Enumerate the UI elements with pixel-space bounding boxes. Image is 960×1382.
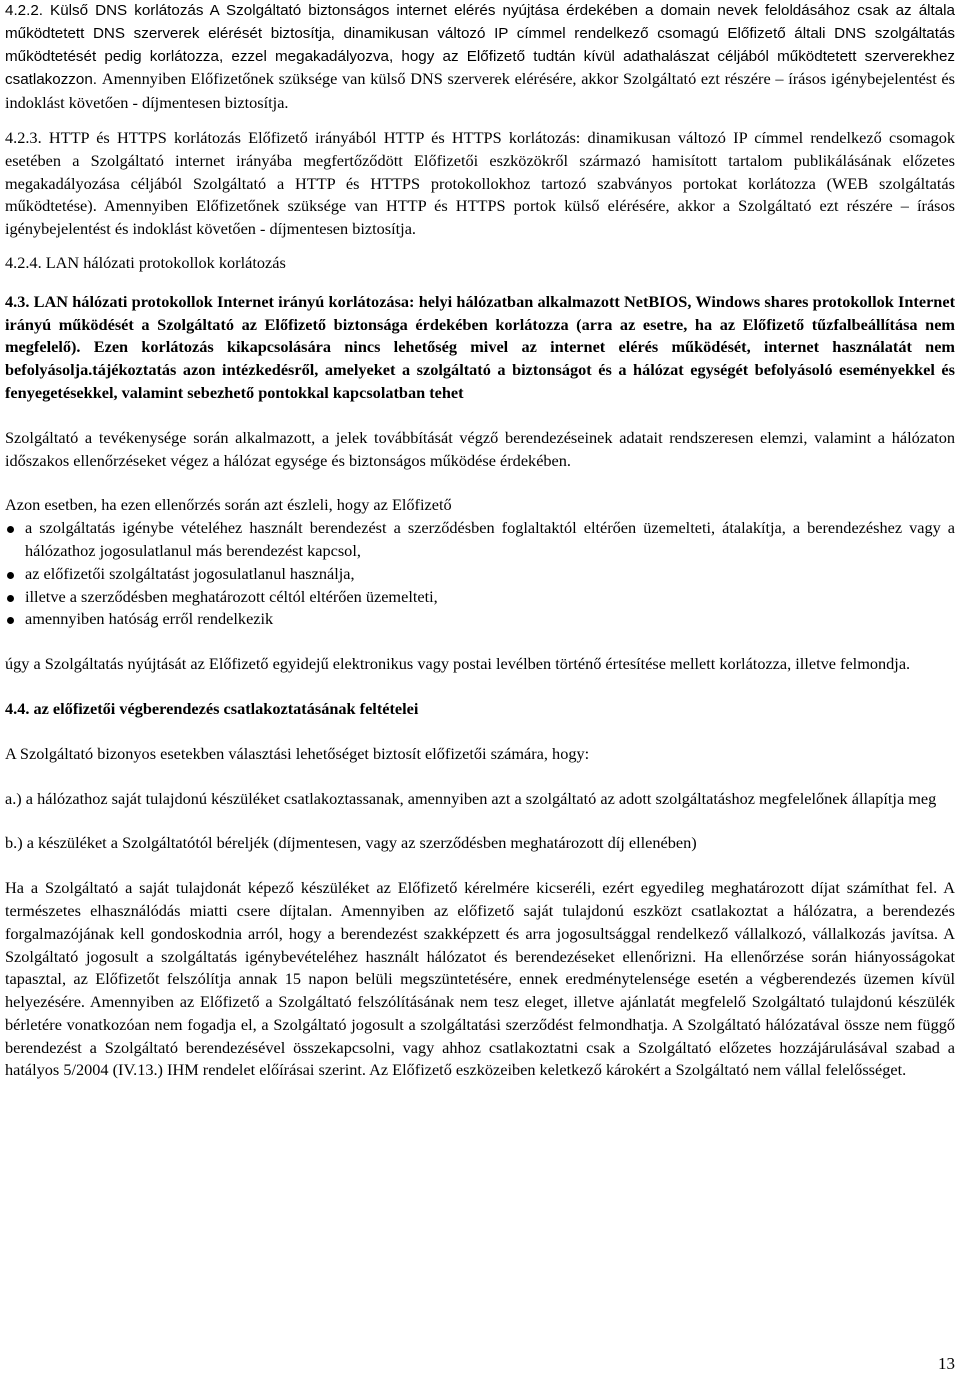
list-item-text: illetve a szerződésben meghatározott céltól eltérően üzemelteti,: [25, 586, 438, 606]
option-a-paragraph: a.) a hálózathoz saját tulajdonú készüléket csatlakoztassanak, amennyiben azt a szolgáltató az adott szolgáltatáshoz megfelelőnek állapítja meg: [5, 788, 937, 808]
bullet-icon: [7, 595, 14, 602]
lan-restriction-bold-paragraph: 4.3. LAN hálózati protokollok Internet irányú korlátozása: helyi hálózatban alkalmazott NetBIOS, Windows shares protokollok Internet irányú működését a Szolgáltató az Előfizető biztonsága érdekében korlátozza (arra az esetre, ha az Előfizető tűzfalbeállítása nem megfelelő). Ezen korlátozás kikapcsolására nincs lehetőség mivel az internet elérés működését, internet használatát nem befolyásolja.tájékoztatás azon intézkedésről, amelyeket a szolgáltató a biztonságot és a hálózat egységét befolyásoló eseményekkel és fenyegetésekkel, valamint sebezhető pontokkal kapcsolatban tehet: [5, 291, 955, 402]
dns-restriction-paragraph: [5, 0, 955, 116]
list-item: [5, 608, 955, 631]
terminal-equipment-intro: A Szolgáltató bizonyos esetekben választási lehetőséget biztosít előfizetői számára, hogy:: [5, 743, 590, 763]
list-item: [5, 586, 955, 609]
http-restriction-paragraph: 4.2.3. HTTP és HTTPS korlátozás Előfizető irányából HTTP és HTTPS korlátozás: dinamikusan változó IP címmel rendelkező csomagok esetében a Szolgáltató internet irányába megfertőződött Előfizetői eszközökről származó hamisított tartalom publikálásának előzetes megakadályozása céljából Szolgáltató a HTTP és HTTPS protokollokhoz tartozó szabványos portokat korlátozza (WEB szolgáltatás működtetése). Amennyiben Előfizetőnek szüksége van HTTP és HTTPS portok külső elérésére, akkor a Szolgáltató ezt részére – írásos igénybejelentést és indoklást követően - díjmentesen biztosítja.: [5, 127, 955, 239]
equipment-terms-paragraph: Ha a Szolgáltató a saját tulajdonát képező készüléket az Előfizető kérelmére kicseréli, ezért egyedileg meghatározott díjat számíthat fel. A természetes elhasználódás miatti csere díjtalan. Amennyiben az előfizető saját tulajdonú eszközt csatlakoztat a hálózatra, a berendezés forgalmazójának kell gondoskodnia arról, hogy a berendezést szakképzett és arra jogosultsággal rendelkező vállalkozó, vállalkozás javítsa. A Szolgáltató jogosult a szolgáltatás igénybevételéhez használt hálózatot és berendezéseket ellenőrizni. Ha ellenőrzése során hiányosságokat tapasztal, az Előfizetőt felszólítja annak 15 napon belüli megszüntetésére, ennek eredménytelensége esetén a végberendezés üzemen kívül helyezésére. Amennyiben az Előfizető a Szolgáltató felszólításának nem tesz eleget, illetve ajánlatát megfelelő Szolgáltató tulajdonú készülék bérletére vonatkozóan nem fogadja el, a Szolgáltató jogosult a szolgáltatási szerződést felmondhatja. A Szolgáltató hálózatával össze nem függő berendezést a Szolgáltató berendezésével összekapcsolni, vagy ahhoz csatlakoztatni csak a Szolgáltató előzetes hozzájárulásával szabad a hatályos 5/2004 (IV.13.) IHM rendelet előírásai szerint. Az Előfizető eszközeiben keletkező károkért a Szolgáltató nem vállal felelősséget.: [5, 878, 955, 1080]
list-item-text: amennyiben hatóság erről rendelkezik: [25, 609, 274, 629]
violation-list: [5, 517, 955, 631]
network-monitoring-paragraph: Szolgáltató a tevékenysége során alkalmazott, a jelek továbbítását végző berendezéseinek adatait rendszeresen elemzi, valamint a hálózaton időszakos ellenőrzéseket végez a hálózat egysége és biztonságos működése érdekében.: [5, 427, 955, 470]
document-page: [5, 0, 955, 1382]
list-item: [5, 563, 955, 586]
list-item-text: a szolgáltatás igénybe vételéhez használt berendezést a szerződésben foglaltaktól eltérően üzemelteti, átalakítja, a berendezéshez vagy a hálózathoz jogosulatlanul más berendezést kapcsol,: [25, 518, 955, 560]
list-item-text: az előfizetői szolgáltatást jogosulatlanul használja,: [25, 563, 355, 583]
check-intro-paragraph: Azon esetben, ha ezen ellenőrzés során azt észleli, hogy az Előfizető: [5, 495, 452, 515]
dns-restriction-text: 4.2.2. Külső DNS korlátozás A Szolgáltató biztonságos internet elérés nyújtása érdekében a domain nevek feloldásához csak az általa működtetett DNS szerverek elérését biztosítja, dinamikusan változó IP címmel rendelkező csomagú Előfizető általi DNS szolgáltatás működtetését pedig korlátozza, ezzel megakadályozva, hogy az Előfizető tudtán kívül adathalászat céljából működtetett szerverekhez csatlakozzon.: [5, 2, 955, 89]
bullet-icon: [7, 526, 14, 533]
dns-restriction-continuation: Amennyiben Előfizetőnek szüksége van külső DNS szerverek elérésére, akkor Szolgáltató ezt részére – írásos igénybejelentést és indoklást követően - díjmentesen biztosítja.: [5, 69, 955, 113]
lan-restriction-heading: 4.2.4. LAN hálózati protokollok korlátozás: [5, 252, 286, 272]
page-number: 13: [938, 1354, 955, 1373]
bullet-icon: [7, 617, 14, 624]
terminal-equipment-heading: 4.4. az előfizetői végberendezés csatlakoztatásának feltételei: [5, 698, 419, 718]
service-restriction-paragraph: úgy a Szolgáltatás nyújtását az Előfizető egyidejű elektronikus vagy postai levélben történő értesítése mellett korlátozza, illetve felmondja.: [5, 654, 911, 674]
bullet-icon: [7, 572, 14, 579]
list-item: [5, 517, 955, 563]
option-b-paragraph: b.) a készüléket a Szolgáltatótól béreljék (díjmentesen, vagy az szerződésben meghatározott díj ellenében): [5, 833, 697, 853]
